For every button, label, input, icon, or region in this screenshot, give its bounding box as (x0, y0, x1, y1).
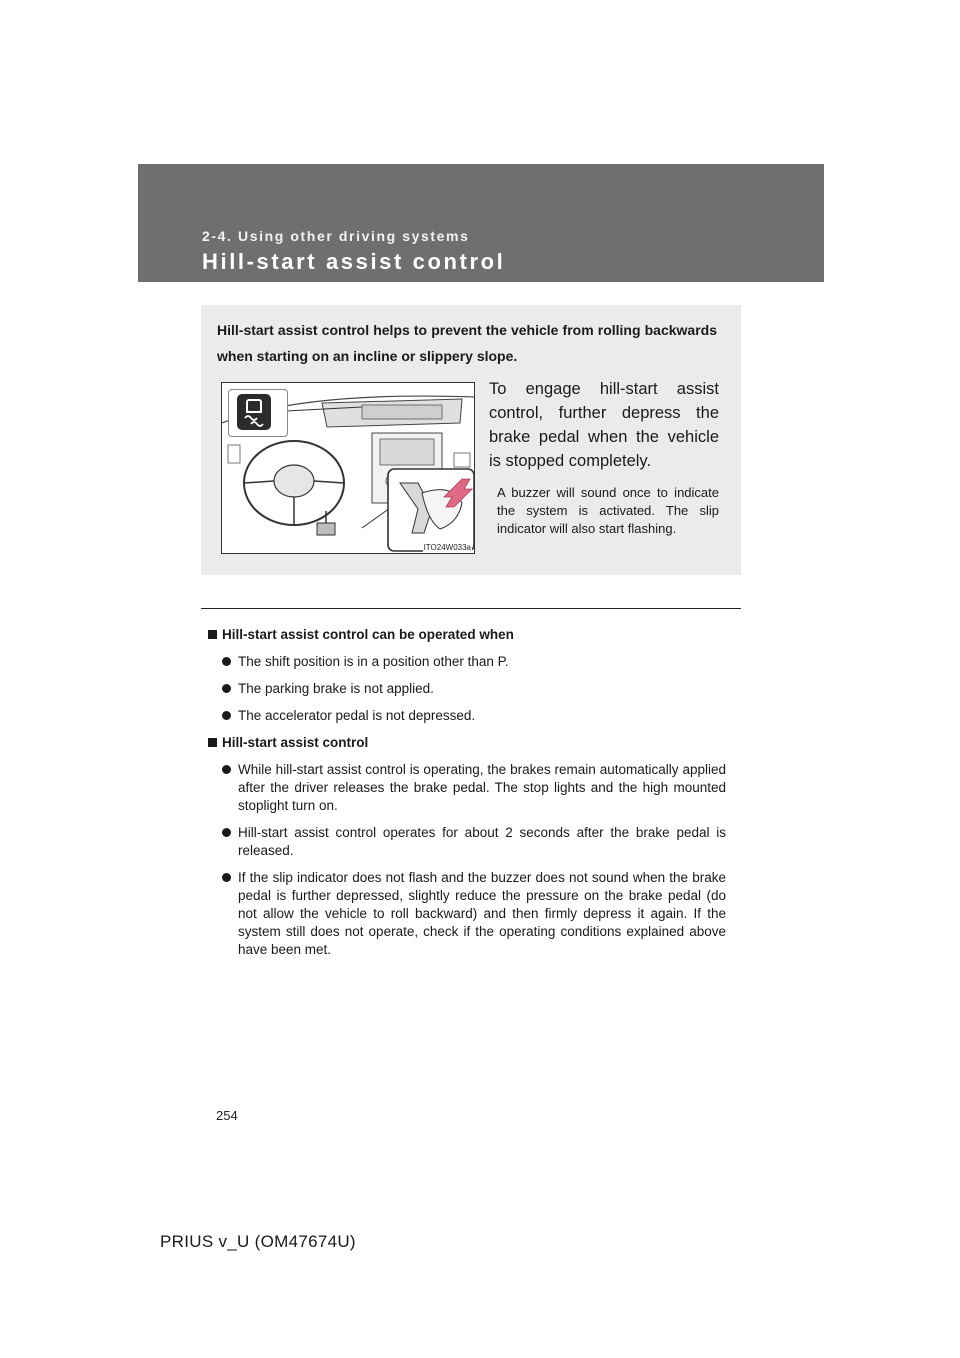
square-bullet-icon (208, 630, 217, 639)
list-item-text: The parking brake is not applied. (238, 681, 434, 696)
section-heading-text: Hill-start assist control (222, 735, 369, 750)
bullet-icon (222, 657, 231, 666)
list-item (208, 869, 726, 959)
section-heading-text: Hill-start assist control can be operated when (222, 627, 514, 642)
bullet-icon (222, 765, 231, 774)
page-number: 254 (216, 1108, 238, 1123)
slip-indicator-icon (237, 394, 271, 430)
indicator-callout (228, 389, 288, 437)
info-box (201, 305, 741, 575)
list-item-text: The accelerator pedal is not depressed. (238, 708, 476, 723)
figure-id: ITO24W033a (423, 543, 471, 552)
dashboard-illustration (221, 382, 475, 554)
list-item-text: If the slip indicator does not flash and the buzzer does not sound when the brake pedal is further depressed, slightly reduce the pressure on the brake pedal (do not allow the vehicle to roll backward) and then firmly depress it again. If the system still does not operate, check if the operating conditions explained above have been met. (238, 870, 726, 957)
bullet-icon (222, 873, 231, 882)
list-item (208, 680, 726, 698)
square-bullet-icon (208, 738, 217, 747)
bullet-icon (222, 684, 231, 693)
bullet-icon (222, 711, 231, 720)
list-item (208, 653, 726, 671)
list-item-text: The shift position is in a position other than P. (238, 654, 509, 669)
section-heading (208, 626, 726, 644)
list-item-text: Hill-start assist control operates for about 2 seconds after the brake pedal is released. (238, 825, 726, 858)
list-item (208, 824, 726, 860)
list-item (208, 707, 726, 725)
footer-model: PRIUS v_U (OM47674U) (160, 1232, 356, 1251)
section-label: 2-4. Using other driving systems (202, 228, 470, 244)
list-item (208, 761, 726, 815)
page-title: Hill-start assist control (202, 249, 506, 274)
divider (201, 608, 741, 609)
instruction-text: To engage hill-start assist control, further depress the brake pedal when the vehicle is stopped completely. (489, 380, 719, 470)
section-heading (208, 734, 726, 752)
header-band (138, 164, 824, 282)
bullet-icon (222, 828, 231, 837)
buzzer-note: A buzzer will sound once to indicate the system is activated. The slip indicator will also start flashing. (497, 485, 719, 536)
notes-section (208, 626, 726, 968)
list-item-text: While hill-start assist control is operating, the brakes remain automatically applied after the driver releases the brake pedal. The stop lights and the high mounted stoplight turn on. (238, 762, 726, 813)
intro-text: Hill-start assist control helps to prevent the vehicle from rolling backwards when starting on an incline or slippery slope. (217, 322, 717, 364)
